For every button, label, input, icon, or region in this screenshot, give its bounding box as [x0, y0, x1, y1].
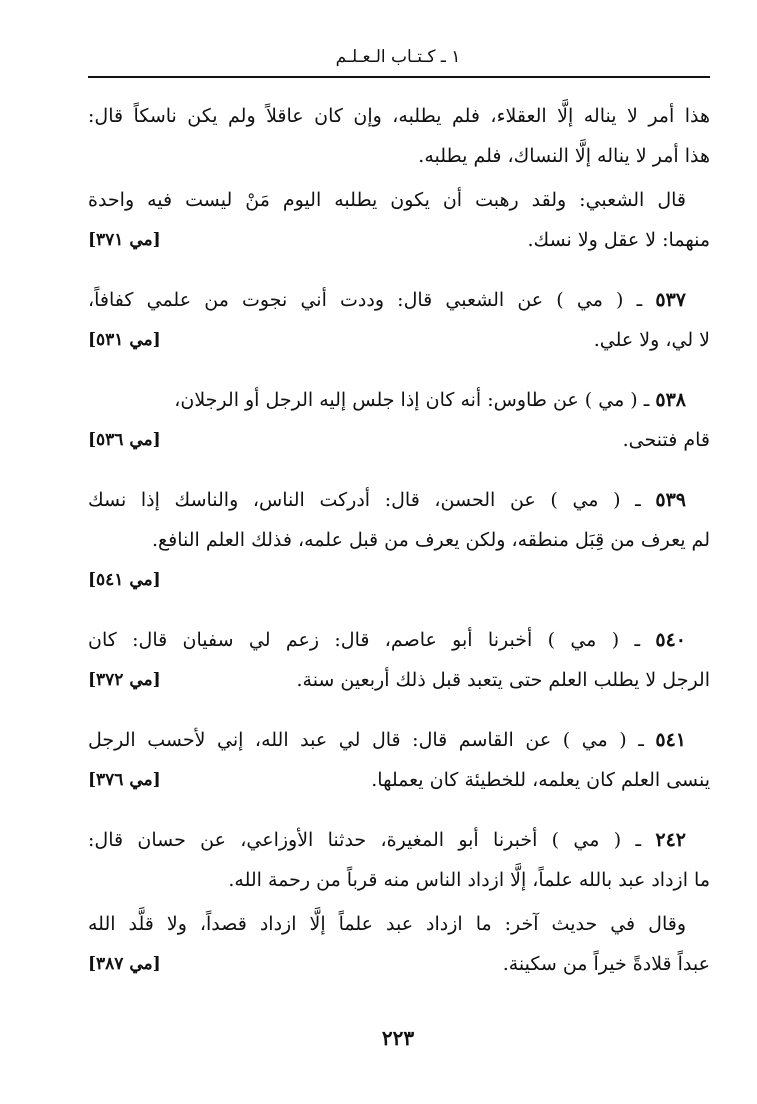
hadith-text: ـ ( مي ) أخبرنا أبو عاصم، قال: زعم لي سفيان قال: كان [88, 629, 641, 651]
hadith-540 [88, 620, 710, 700]
page-body [88, 96, 710, 984]
text-line: لا لي، ولا علي. [593, 329, 710, 351]
hadith-text: ـ ( مي ) عن الشعبي قال: وددت أني نجوت من علمي كفافاً، [88, 289, 643, 311]
hadith-541 [88, 720, 710, 800]
text-line [88, 620, 710, 660]
source-reference: [مي ٣٧١] [88, 230, 161, 250]
text-line: وقال في حديث آخر: ما ازداد عبد علماً إلَّا ازداد قصداً، ولا قلَّد الله [88, 913, 686, 935]
source-reference: [مي ٥٣١] [88, 330, 161, 350]
text-line [88, 280, 710, 320]
hadith-number: ٥٣٧ [655, 289, 686, 311]
hadith-number: ٢٤٢ [655, 829, 686, 851]
hadith-number: ٥٤٠ [655, 629, 686, 651]
text-line: هذا أمر لا يناله إلَّا العقلاء، فلم يطلبه، وإن كان عاقلاً ولم يكن ناسكاً قال: [88, 105, 710, 127]
source-reference: [مي ٥٣٦] [88, 430, 161, 450]
text-line: قال الشعبي: ولقد رهبت أن يكون يطلبه اليوم مَنْ ليست فيه واحدة [88, 189, 686, 211]
text-line: قام فتنحى. [622, 429, 710, 451]
text-line: ينسى العلم كان يعلمه، للخطيئة كان يعملها. [371, 769, 710, 791]
text-line: عبداً قلادةً خيراً من سكينة. [502, 953, 710, 975]
text-line: منهما: لا عقل ولا نسك. [527, 229, 710, 251]
source-reference: [مي ٣٧٢] [88, 670, 161, 690]
hadith-537 [88, 280, 710, 360]
source-reference: [مي ٣٨٧] [88, 954, 161, 974]
hadith-text: ـ ( مي ) أخبرنا أبو المغيرة، حدثنا الأوزاعي، عن حسان قال: [88, 829, 642, 851]
header-rule [88, 76, 710, 78]
hadith-text: ـ ( مي ) عن الحسن، قال: أدركت الناس، والناسك إذا نسك [88, 489, 641, 511]
hadith-542 [88, 820, 710, 900]
text-line: الرجل لا يطلب العلم حتى يتعبد قبل ذلك أربعين سنة. [296, 669, 710, 691]
hadith-number: ٥٣٨ [655, 389, 686, 411]
text-line [88, 480, 710, 520]
hadith-text: ـ ( مي ) عن القاسم قال: قال لي عبد الله، إني لأحسب الرجل [88, 729, 644, 751]
hadith-text: ـ ( مي ) عن طاوس: أنه كان إذا جلس إليه الرجل أو الرجلان، [174, 389, 650, 411]
source-reference: [مي ٣٧٦] [88, 770, 161, 790]
text-line [88, 820, 710, 860]
text-line: هذا أمر لا يناله إلَّا النساك، فلم يطلبه. [418, 145, 710, 167]
running-header: ١ ـ كـتـاب الـعـلـم [335, 47, 461, 67]
page-number: ٢٢٣ [381, 1026, 415, 1050]
text-line: ما ازداد عبد بالله علماً، إلَّا ازداد الناس منه قرباً من رحمة الله. [228, 869, 710, 891]
hadith-539 [88, 480, 710, 600]
source-reference: [مي ٥٤١] [88, 570, 161, 590]
paragraph-shabi [88, 180, 710, 260]
hadith-number: ٥٤١ [655, 729, 686, 751]
text-line: لم يعرف من قِبَل منطقه، ولكن يعرف من قبل علمه، فذلك العلم النافع. [152, 529, 710, 551]
hadith-number: ٥٣٩ [655, 489, 686, 511]
paragraph-continuation [88, 96, 710, 176]
hadith-538 [88, 380, 710, 460]
text-line [88, 720, 710, 760]
paragraph-another-hadith [88, 904, 710, 984]
text-line [88, 380, 710, 420]
